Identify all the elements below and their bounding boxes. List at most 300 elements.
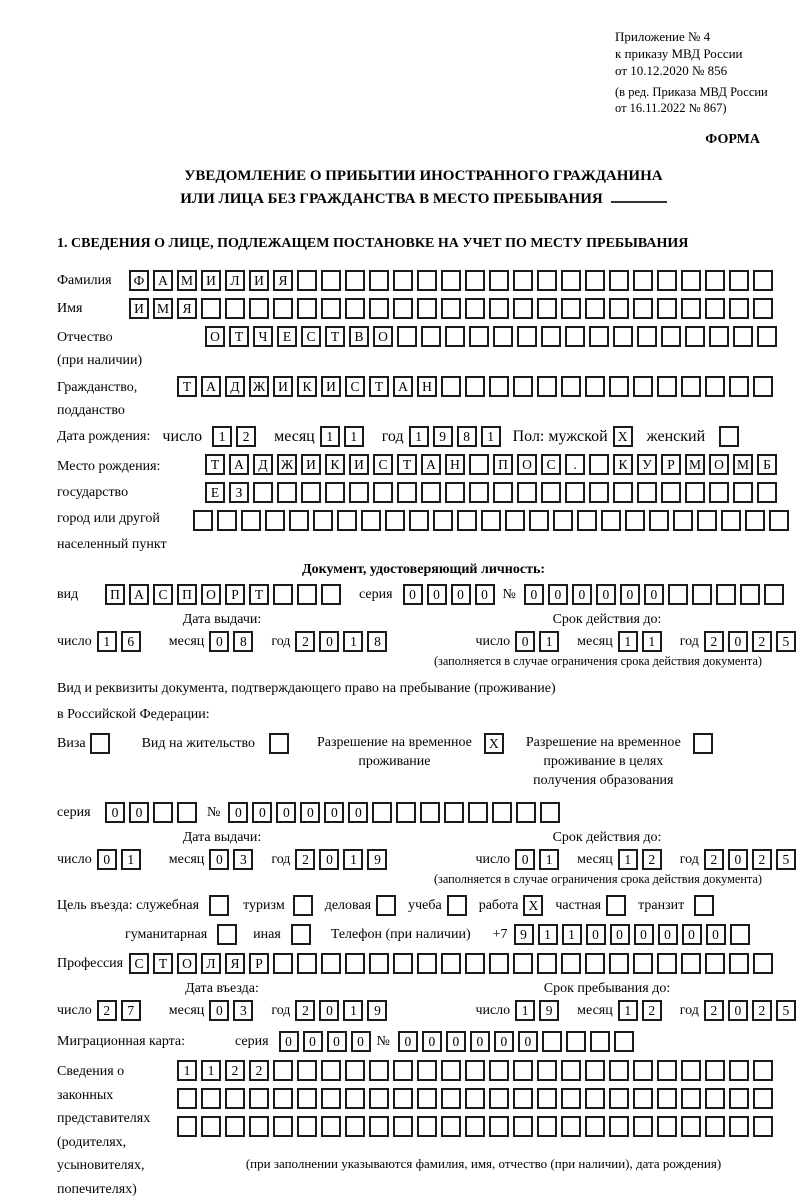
char-box: [273, 1088, 293, 1109]
char-box: 3: [233, 1000, 253, 1021]
char-box: [489, 1060, 509, 1081]
permit-heading-line1: Вид и реквизиты документа, подтверждающего право на пребывание (проживание): [57, 681, 556, 696]
char-box: [201, 298, 221, 319]
char-box: А: [201, 376, 221, 397]
char-box: О: [205, 326, 225, 347]
char-box: [753, 1060, 773, 1081]
birthplace-boxes: [205, 454, 793, 538]
char-box: [577, 510, 597, 531]
char-box: 1: [343, 1000, 363, 1021]
char-box: [729, 1116, 749, 1137]
char-box: 0: [319, 849, 339, 870]
char-box: [697, 510, 717, 531]
mig-seriya-boxes: [279, 1031, 375, 1052]
permit-heading-line2: в Российской Федерации:: [57, 707, 210, 722]
char-box: [681, 1116, 701, 1137]
permit-restriction-note: (заполняется в случае ограничения срока действия документа): [433, 872, 762, 886]
char-box: [513, 376, 533, 397]
char-box: [705, 298, 725, 319]
char-box: П: [493, 454, 513, 475]
char-box: [681, 270, 701, 291]
char-box: [657, 376, 677, 397]
permit-issue-day-boxes: [97, 849, 145, 870]
char-box: 2: [642, 1000, 662, 1021]
char-box: [657, 298, 677, 319]
doc-no-label: №: [502, 587, 516, 602]
char-box: [705, 376, 725, 397]
char-box: 0: [209, 849, 229, 870]
char-box: [673, 510, 693, 531]
permit-seriya-row: [57, 802, 790, 823]
char-box: 2: [249, 1060, 269, 1081]
char-box: [225, 1116, 245, 1137]
char-box: [393, 1060, 413, 1081]
doc-date-headings: [57, 612, 790, 628]
permit-no-boxes: [228, 802, 564, 823]
char-box: [201, 1088, 221, 1109]
char-box: [465, 270, 485, 291]
char-box: [90, 733, 110, 754]
patronymic-label: Отчество (при наличии): [57, 330, 143, 368]
char-box: Т: [325, 326, 345, 347]
doc-issue-year-boxes: [295, 631, 391, 652]
char-box: [265, 510, 285, 531]
char-box: [417, 1060, 437, 1081]
char-box: [729, 953, 749, 974]
char-box: [465, 1060, 485, 1081]
char-box: [489, 1088, 509, 1109]
char-box: 2: [704, 849, 724, 870]
char-box: [297, 584, 317, 605]
char-box: [441, 953, 461, 974]
char-box: [613, 326, 633, 347]
char-box: .: [565, 454, 585, 475]
char-box: [277, 482, 297, 503]
char-box: [193, 510, 213, 531]
char-box: С: [345, 376, 365, 397]
char-box: 0: [398, 1031, 418, 1052]
birthplace-label: Место рождения: государство город или другой населенный пункт: [57, 459, 167, 552]
char-box: 0: [129, 802, 149, 823]
purpose-business-group: деловая: [325, 895, 400, 916]
char-box: [553, 510, 573, 531]
purpose-humanitarian-checkbox: [217, 924, 241, 945]
char-box: 2: [97, 1000, 117, 1021]
char-box: X: [523, 895, 543, 916]
stay-until-heading: Срок пребывания до:: [543, 981, 671, 996]
char-box: [297, 1116, 317, 1137]
char-box: 0: [515, 849, 535, 870]
char-box: [537, 376, 557, 397]
char-box: [637, 326, 657, 347]
migration-card-label: Миграционная карта:: [57, 1034, 186, 1049]
char-box: [493, 326, 513, 347]
permit-issue-year-boxes: [295, 849, 391, 870]
char-box: 1: [320, 426, 340, 447]
patronymic-boxes: [205, 326, 781, 347]
char-box: 0: [209, 1000, 229, 1021]
char-box: [657, 953, 677, 974]
char-box: 0: [446, 1031, 466, 1052]
birthplace-row3: [193, 510, 793, 531]
char-box: [716, 584, 736, 605]
char-box: 0: [276, 802, 296, 823]
purpose-private-group: частная: [555, 895, 630, 916]
char-box: [465, 1116, 485, 1137]
char-box: [441, 298, 461, 319]
char-box: С: [129, 953, 149, 974]
char-box: 8: [457, 426, 477, 447]
permit-valid-month-boxes: [618, 849, 666, 870]
char-box: [516, 802, 536, 823]
char-box: 0: [610, 924, 630, 945]
char-box: [241, 510, 261, 531]
char-box: [609, 376, 629, 397]
char-box: 0: [634, 924, 654, 945]
char-box: Р: [249, 953, 269, 974]
char-box: [637, 482, 657, 503]
doc-issue-day: число 1 6: [57, 631, 145, 652]
rvp-label: Разрешение на временное проживание: [316, 735, 472, 769]
char-box: [705, 270, 725, 291]
char-box: [764, 584, 784, 605]
char-box: Л: [225, 270, 245, 291]
stay-month: месяц 1 2: [577, 1000, 666, 1021]
char-box: [753, 953, 773, 974]
char-box: [249, 1116, 269, 1137]
char-box: [153, 802, 173, 823]
char-box: [705, 1116, 725, 1137]
char-box: О: [709, 454, 729, 475]
char-box: 2: [642, 849, 662, 870]
phone-prefix: +7: [492, 926, 508, 942]
char-box: [537, 270, 557, 291]
representatives-row2: [177, 1088, 790, 1109]
char-box: З: [229, 482, 249, 503]
char-box: [361, 510, 381, 531]
char-box: 0: [228, 802, 248, 823]
purpose-study-checkbox: [447, 895, 471, 916]
char-box: 0: [427, 584, 447, 605]
char-box: [372, 802, 392, 823]
char-box: 0: [470, 1031, 490, 1052]
citizenship-label: Гражданство, подданство: [57, 380, 138, 418]
char-box: 1: [515, 1000, 535, 1021]
char-box: [694, 895, 714, 916]
permit-issue-month: месяц 0 3: [169, 849, 258, 870]
char-box: [729, 298, 749, 319]
char-box: [369, 1060, 389, 1081]
char-box: [441, 270, 461, 291]
char-box: [445, 326, 465, 347]
permit-issue-month-boxes: [209, 849, 257, 870]
char-box: [513, 298, 533, 319]
char-box: [681, 298, 701, 319]
char-box: Р: [661, 454, 681, 475]
char-box: О: [201, 584, 221, 605]
visa-checkbox: [90, 733, 114, 754]
char-box: [369, 270, 389, 291]
char-box: [601, 510, 621, 531]
permit-date-headings: [57, 830, 790, 846]
doc-valid-year: год 2 0 2 5: [680, 631, 800, 652]
purpose-study-group: учеба: [408, 895, 471, 916]
char-box: [633, 1116, 653, 1137]
char-box: И: [129, 298, 149, 319]
char-box: 9: [367, 1000, 387, 1021]
char-box: 1: [344, 426, 364, 447]
char-box: [417, 953, 437, 974]
char-box: Т: [153, 953, 173, 974]
char-box: С: [153, 584, 173, 605]
char-box: П: [105, 584, 125, 605]
char-box: 9: [367, 849, 387, 870]
birth-month-group: месяц 1 1: [274, 426, 368, 447]
rvp-edu-group: [526, 733, 717, 790]
char-box: 5: [776, 631, 796, 652]
doc-no-boxes: [524, 584, 788, 605]
char-box: [301, 482, 321, 503]
char-box: [729, 1060, 749, 1081]
char-box: 0: [658, 924, 678, 945]
char-box: 2: [704, 1000, 724, 1021]
char-box: [633, 953, 653, 974]
purpose-tourism-group: туризм: [243, 895, 317, 916]
char-box: И: [249, 270, 269, 291]
char-box: [513, 953, 533, 974]
appendix-reference: [615, 28, 790, 79]
char-box: 2: [236, 426, 256, 447]
char-box: [740, 584, 760, 605]
char-box: Е: [277, 326, 297, 347]
char-box: [321, 1116, 341, 1137]
char-box: [441, 1060, 461, 1081]
char-box: 2: [752, 631, 772, 652]
char-box: [513, 270, 533, 291]
permit-valid-year-boxes: [704, 849, 800, 870]
entry-date-headings: [57, 981, 790, 997]
char-box: 0: [728, 1000, 748, 1021]
char-box: [445, 482, 465, 503]
permit-valid-heading: Срок действия до:: [552, 830, 662, 845]
char-box: [745, 510, 765, 531]
char-box: С: [541, 454, 561, 475]
char-box: [393, 1116, 413, 1137]
birthplace-block: [57, 454, 790, 558]
char-box: [249, 298, 269, 319]
char-box: [345, 1088, 365, 1109]
char-box: [649, 510, 669, 531]
entry-dates-row: [57, 1000, 790, 1021]
char-box: 0: [324, 802, 344, 823]
char-box: [561, 270, 581, 291]
char-box: О: [373, 326, 393, 347]
char-box: 0: [728, 849, 748, 870]
char-box: Ж: [249, 376, 269, 397]
appendix-line: к приказу МВД России: [615, 46, 743, 61]
char-box: Т: [229, 326, 249, 347]
char-box: [541, 326, 561, 347]
patronymic-row: [57, 326, 790, 372]
char-box: 8: [367, 631, 387, 652]
char-box: [613, 482, 633, 503]
char-box: А: [421, 454, 441, 475]
birth-year-group: год 1 9 8 1: [382, 426, 505, 447]
char-box: [269, 733, 289, 754]
char-box: 1: [481, 426, 501, 447]
entry-month: месяц 0 3: [169, 1000, 258, 1021]
char-box: [397, 326, 417, 347]
char-box: 0: [682, 924, 702, 945]
representatives-row3: [177, 1116, 790, 1137]
char-box: [585, 270, 605, 291]
char-box: 0: [494, 1031, 514, 1052]
char-box: 0: [524, 584, 544, 605]
char-box: Б: [757, 454, 777, 475]
char-box: 2: [704, 631, 724, 652]
char-box: [585, 376, 605, 397]
char-box: 0: [300, 802, 320, 823]
char-box: 0: [303, 1031, 323, 1052]
doc-valid-heading: Срок действия до:: [552, 612, 662, 627]
char-box: 0: [319, 1000, 339, 1021]
char-box: [733, 482, 753, 503]
char-box: И: [349, 454, 369, 475]
char-box: 1: [97, 631, 117, 652]
char-box: М: [153, 298, 173, 319]
phone-boxes: [514, 924, 754, 945]
char-box: [337, 510, 357, 531]
birth-date-label: Дата рождения:: [57, 429, 151, 444]
char-box: [685, 482, 705, 503]
char-box: [609, 298, 629, 319]
char-box: [709, 482, 729, 503]
char-box: 0: [644, 584, 664, 605]
char-box: [757, 482, 777, 503]
doc-dates-row: [57, 631, 790, 652]
char-box: 0: [279, 1031, 299, 1052]
migration-card-row: [57, 1031, 790, 1052]
char-box: [225, 298, 245, 319]
representatives-block: [57, 1060, 790, 1201]
char-box: [217, 924, 237, 945]
char-box: 1: [618, 631, 638, 652]
char-box: [661, 326, 681, 347]
char-box: [561, 1088, 581, 1109]
char-box: [537, 1060, 557, 1081]
stay-year: год 2 0 2 5: [680, 1000, 800, 1021]
char-box: [609, 1116, 629, 1137]
char-box: [753, 270, 773, 291]
char-box: С: [373, 454, 393, 475]
char-box: [369, 953, 389, 974]
char-box: [633, 1088, 653, 1109]
rvp-checkbox: [484, 733, 508, 754]
char-box: 0: [97, 849, 117, 870]
char-box: [465, 298, 485, 319]
char-box: [609, 270, 629, 291]
char-box: [321, 1088, 341, 1109]
birth-day-group: число 1 2: [162, 426, 260, 447]
permit-dates-row: [57, 849, 790, 870]
purpose-private-checkbox: [606, 895, 630, 916]
representatives-boxes: [177, 1060, 790, 1172]
char-box: [289, 510, 309, 531]
purpose-tourism-checkbox: [293, 895, 317, 916]
char-box: 0: [548, 584, 568, 605]
char-box: [517, 482, 537, 503]
char-box: 2: [295, 849, 315, 870]
char-box: [721, 510, 741, 531]
char-box: [177, 802, 197, 823]
char-box: [692, 584, 712, 605]
char-box: 2: [225, 1060, 245, 1081]
char-box: [396, 802, 416, 823]
char-box: [393, 270, 413, 291]
permit-issue-heading: Дата выдачи:: [182, 830, 262, 845]
char-box: [657, 1088, 677, 1109]
char-box: [349, 482, 369, 503]
permit-valid-day-boxes: [515, 849, 563, 870]
char-box: [729, 376, 749, 397]
char-box: [481, 510, 501, 531]
char-box: 9: [514, 924, 534, 945]
char-box: 0: [596, 584, 616, 605]
char-box: [417, 1116, 437, 1137]
char-box: И: [321, 376, 341, 397]
char-box: 5: [776, 849, 796, 870]
doc-issue-month-boxes: [209, 631, 257, 652]
char-box: [321, 298, 341, 319]
entry-day-boxes: [97, 1000, 145, 1021]
char-box: [297, 298, 317, 319]
purpose-official-group: Цель въезда: служебная: [57, 895, 233, 916]
char-box: [489, 270, 509, 291]
char-box: [201, 1116, 221, 1137]
visa-group: Виза: [57, 733, 114, 754]
char-box: [291, 924, 311, 945]
char-box: 1: [177, 1060, 197, 1081]
char-box: [345, 1060, 365, 1081]
char-box: 0: [105, 802, 125, 823]
char-box: 2: [295, 631, 315, 652]
char-box: [633, 376, 653, 397]
doc-vid-boxes: [105, 584, 345, 605]
char-box: 0: [451, 584, 471, 605]
char-box: 1: [642, 631, 662, 652]
char-box: Д: [225, 376, 245, 397]
char-box: [606, 895, 626, 916]
char-box: [253, 482, 273, 503]
char-box: [561, 1116, 581, 1137]
purpose-other-group: иная: [253, 924, 315, 945]
char-box: О: [177, 953, 197, 974]
stay-month-boxes: [618, 1000, 666, 1021]
stay-day: число 1 9: [475, 1000, 563, 1021]
doc-issue-day-boxes: [97, 631, 145, 652]
char-box: [217, 510, 237, 531]
permit-no-label: №: [207, 805, 221, 820]
char-box: Т: [205, 454, 225, 475]
char-box: [468, 802, 488, 823]
char-box: [489, 1116, 509, 1137]
permit-valid-month: месяц 1 2: [577, 849, 666, 870]
char-box: [681, 376, 701, 397]
char-box: И: [273, 376, 293, 397]
char-box: Е: [205, 482, 225, 503]
char-box: Ч: [253, 326, 273, 347]
char-box: [489, 298, 509, 319]
